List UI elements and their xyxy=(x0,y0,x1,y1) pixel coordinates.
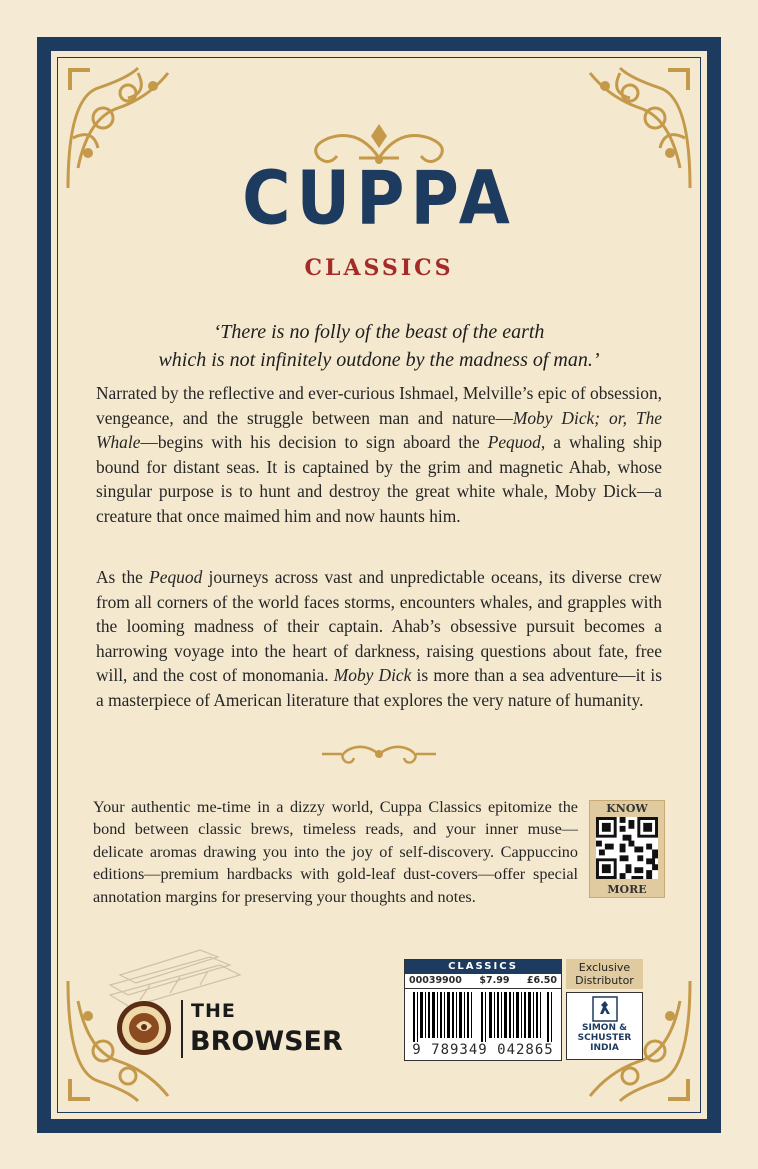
p2-text-b: journeys across vast and unpredictable oceans, its diverse crew from all corners of the world faces storms, encounters whales, and grapples with the looming madness of their captain. Ahab’s obsessive pursuit becomes a harrowing voyage into the heart of darkness, raising questions about fate, free will, and the cost of monomania. xyxy=(96,567,662,686)
quote-line-2: which is not infinitely outdone by the madness of man.’ xyxy=(158,349,600,371)
price-usd: $7.99 xyxy=(479,975,510,986)
divider-flourish-icon xyxy=(318,740,440,768)
quote-line-1: ‘There is no folly of the beast of the earth xyxy=(213,321,545,343)
publisher-browser: BROWSER xyxy=(190,1026,343,1057)
qr-label-top: KNOW xyxy=(606,802,648,815)
publisher-the: THE xyxy=(191,1000,236,1022)
p1-text-b: —begins with his decision to sign aboard the xyxy=(140,432,488,453)
p2-book-title: Moby Dick xyxy=(333,665,412,686)
synopsis-paragraph-2 xyxy=(96,565,662,713)
price-gbp: £6.50 xyxy=(526,975,557,986)
p2-text-a: As the xyxy=(96,567,150,587)
barcode-icon xyxy=(411,992,555,1042)
brand-title: CUPPA xyxy=(242,155,516,242)
qr-code-icon[interactable] xyxy=(596,817,658,879)
distributor-name-line2: SCHUSTER xyxy=(577,1033,632,1043)
series-subtitle: CLASSICS xyxy=(304,255,454,281)
p1-ship-name: Pequod xyxy=(487,432,541,453)
distributor-name-line1: SIMON & xyxy=(582,1023,627,1033)
distributor-panel xyxy=(566,959,643,1059)
distributor-name-line3: INDIA xyxy=(590,1043,619,1053)
qr-label-bottom: MORE xyxy=(607,883,647,896)
series-promo-text: Your authentic me-time in a dizzy world, Cuppa Classics epitomize the bond between classic brews, timeless reads, and your inner muse—delicate aromas drawing you into the joy of self-discovery. Cappuccino editions—premium hardbacks with gold-leaf dust-covers—offer special annotation margins for preserving your thoughts and notes. xyxy=(93,798,578,906)
distributor-label-line2: Distributor xyxy=(575,974,634,987)
barcode-panel xyxy=(404,959,562,1061)
p1-text-c: , a whaling ship bound for distant seas. It is captained by the grim and magnetic Ahab, whose singular purpose is to hunt and destroy the great white whale, Moby Dick—a creature that once maimed him and now haunts him. xyxy=(96,432,662,526)
distributor-label xyxy=(566,959,643,989)
price-row xyxy=(405,974,561,989)
sower-icon xyxy=(592,996,618,1022)
cuppa-cappuccino-logo xyxy=(116,1000,172,1056)
distributor-label-line1: Exclusive xyxy=(578,961,631,974)
epigraph-quote xyxy=(100,318,658,374)
p1-text-a: Narrated by the reflective and ever-curious Ishmael, Melville’s epic of obsession, vengeance, and the struggle between man and nature— xyxy=(96,383,662,428)
qr-code-panel[interactable] xyxy=(589,800,665,898)
p2-text-c: is more than a sea adventure—it is a masterpiece of American literature that explores the very nature of humanity. xyxy=(96,665,663,710)
isbn-number: 9 789349 042865 xyxy=(412,1042,554,1058)
p2-ship-name: Pequod xyxy=(149,567,203,587)
p1-book-title: Moby Dick; or, The Whale xyxy=(96,407,662,453)
publisher-logo-divider xyxy=(181,1000,183,1058)
distributor-logo xyxy=(566,992,643,1060)
barcode-header: CLASSICS xyxy=(405,960,561,974)
synopsis-paragraph-1 xyxy=(96,381,662,529)
product-code: 00039900 xyxy=(409,975,462,986)
